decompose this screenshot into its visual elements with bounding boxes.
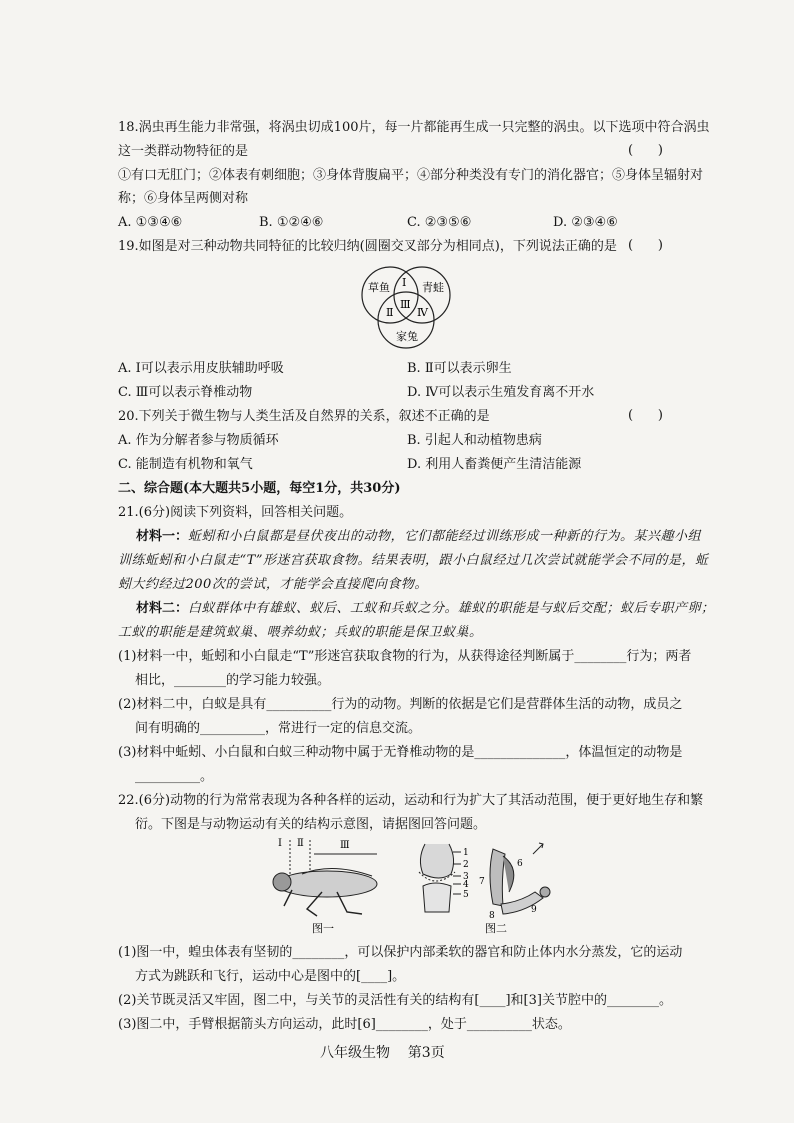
- fig1-label-1: Ⅰ: [278, 838, 282, 849]
- q21-material-2-line2: 工蚁的职能是建筑蚁巢、喂养幼蚁；兵蚁的职能是保卫蚁巢。: [118, 625, 483, 640]
- q19-stem: 19.如图是对三种动物共同特征的比较归纳(圆圈交叉部分为相同点)，下列说法正确的是: [118, 239, 617, 254]
- venn-region-3: Ⅲ: [400, 298, 411, 311]
- grasshopper-head: [273, 873, 291, 891]
- q20-option-c: C. 能制造有机物和氧气: [118, 457, 253, 472]
- q21-part-3-line1: (3)材料中蚯蚓、小白鼠和白蚁三种动物中属于无脊椎动物的是______________，体温恒定的动物是: [118, 745, 683, 760]
- q18-stem-line3: ①有口无肛门；②体表有刺细胞；③身体背腹扁平；④部分种类没有专门的消化器官；⑤身体呈辐射对: [118, 168, 704, 183]
- venn-diagram: [350, 258, 460, 358]
- fig2-label-2: 2: [463, 860, 469, 870]
- fig2-label-7: 7: [479, 877, 485, 887]
- q18-stem-line4: 称；⑥身体呈两侧对称: [118, 191, 249, 206]
- q18-option-c: C. ②③⑤⑥: [407, 215, 472, 230]
- section-2-heading: 二、综合题(本大题共5小题，每空1分，共30分): [118, 481, 401, 496]
- q21-material-2-label: 材料二：: [136, 601, 189, 616]
- q21-material-1-line3: 蚓大约经过200次的尝试，才能学会直接爬向食物。: [118, 577, 428, 592]
- venn-region-1: Ⅰ: [402, 276, 407, 289]
- fig2-label-4: 4: [463, 880, 469, 890]
- q22-part-2: (2)关节既灵活又牢固，图二中，与关节的灵活性有关的结构有[____]和[3]关节腔中的________。: [118, 993, 672, 1008]
- figure-2-caption: 图二: [485, 922, 507, 934]
- q22-part-1-line2: 方式为跳跃和飞行，运动中心是图中的[____]。: [135, 969, 406, 984]
- fig2-label-3: 3: [463, 872, 469, 882]
- q20-stem: 20.下列关于微生物与人类生活及自然界的关系，叙述不正确的是: [118, 409, 490, 424]
- arm-upper: [490, 849, 505, 906]
- q18-option-a: A. ①③④⑥: [118, 215, 183, 230]
- fig2-label-1: 1: [463, 848, 469, 858]
- q18-stem-line2: 这一类群动物特征的是: [118, 144, 249, 159]
- q22-stem-line1: 22.(6分)动物的行为常常表现为各种各样的运动，运动和行为扩大了其活动范围，便于更好地生存和繁: [118, 793, 704, 808]
- q20-answer-paren: ( ): [628, 408, 663, 423]
- q22-stem-line2: 衍。下图是与动物运动有关的结构示意图，请据图回答问题。: [135, 817, 487, 832]
- figure-1-caption: 图一: [312, 922, 334, 934]
- q21-part-3-line2: __________。: [135, 769, 214, 784]
- fig2-label-9: 9: [531, 905, 537, 915]
- joint-upper-bone: [420, 844, 453, 878]
- fig2-label-6: 6: [517, 859, 523, 869]
- q20-option-d: D. 利用人畜粪便产生清洁能源: [407, 457, 582, 472]
- q22-part-3: (3)图二中，手臂根据箭头方向运动，此时[6]________，处于__________状态。: [118, 1017, 571, 1032]
- q21-stem: 21.(6分)阅读下列资料，回答相关问题。: [118, 505, 353, 520]
- q21-part-2-line2: 间有明确的__________，常进行一定的信息交流。: [135, 721, 422, 736]
- q20-option-b: B. 引起人和动植物患病: [407, 433, 542, 448]
- venn-label-grass-carp: 草鱼: [368, 281, 390, 294]
- q21-material-2: [136, 600, 715, 618]
- q21-part-2-line1: (2)材料二中，白蚁是具有__________行为的动物。判断的依据是它们是营群体生活的动物，成员之: [118, 697, 683, 712]
- q21-material-1-label: 材料一：: [136, 529, 189, 544]
- q21-material-1-line2: 训练蚯蚓和小白鼠走“T”形迷宫获取食物。结果表明，跟小白鼠经过几次尝试就能学会不同的是，蚯: [118, 553, 709, 568]
- arm-hand: [540, 887, 550, 897]
- q18-stem-line1: 18.涡虫再生能力非常强，将涡虫切成100片，每一片都能再生成一只完整的涡虫。以下选项中符合涡虫: [118, 120, 710, 135]
- q21-material-2-line1: 白蚁群体中有雄蚁、蚁后、工蚁和兵蚁之分。雄蚁的职能是与蚁后交配；蚁后专职产卵；: [188, 601, 715, 616]
- q19-option-c: C. Ⅲ可以表示脊椎动物: [118, 385, 253, 400]
- page-footer: 八年级生物 第3页: [320, 1045, 445, 1061]
- q19-option-b: B. Ⅱ可以表示卵生: [407, 361, 512, 376]
- q20-option-a: A. 作为分解者参与物质循环: [118, 433, 279, 448]
- fig1-label-2: Ⅱ: [297, 838, 304, 849]
- venn-label-frog: 青蛙: [422, 281, 444, 294]
- figure-1-grasshopper: [262, 834, 392, 934]
- joint-lower-bone: [423, 883, 451, 912]
- venn-region-4: Ⅳ: [417, 306, 428, 319]
- q21-material-1: [136, 528, 701, 546]
- q19-answer-paren: ( ): [628, 238, 663, 253]
- q21-material-1-line1: 蚯蚓和小白鼠都是昼伏夜出的动物，它们都能经过训练形成一种新的行为。某兴趣小组: [188, 529, 702, 544]
- q18-option-b: B. ①②④⑥: [259, 215, 324, 230]
- venn-region-2: Ⅱ: [386, 306, 394, 319]
- q22-part-1-line1: (1)图一中，蝗虫体表有坚韧的________，可以保护内部柔软的器官和防止体内水分蒸发，它的运动: [118, 945, 683, 960]
- q21-part-1-line2: 相比，________的学习能力较强。: [135, 673, 331, 688]
- venn-label-rabbit: 家兔: [396, 330, 418, 343]
- q18-option-d: D. ②③④⑥: [553, 215, 618, 230]
- q21-part-1-line1: (1)材料一中，蚯蚓和小白鼠走“T”形迷宫获取食物的行为，从获得途径判断属于________行为；两者: [118, 649, 692, 664]
- fig2-label-8: 8: [489, 911, 495, 921]
- q18-answer-paren: ( ): [628, 143, 663, 158]
- grasshopper-body: [277, 871, 377, 897]
- arm-biceps: [503, 856, 514, 892]
- movement-arrow: [533, 844, 543, 854]
- figure-2-joint-and-arm: [405, 834, 565, 934]
- q19-option-d: D. Ⅳ可以表示生殖发育离不开水: [407, 385, 595, 400]
- q19-option-a: A. Ⅰ可以表示用皮肤辅助呼吸: [118, 361, 284, 376]
- fig1-label-3: Ⅲ: [340, 840, 350, 851]
- fig2-label-5: 5: [463, 890, 469, 900]
